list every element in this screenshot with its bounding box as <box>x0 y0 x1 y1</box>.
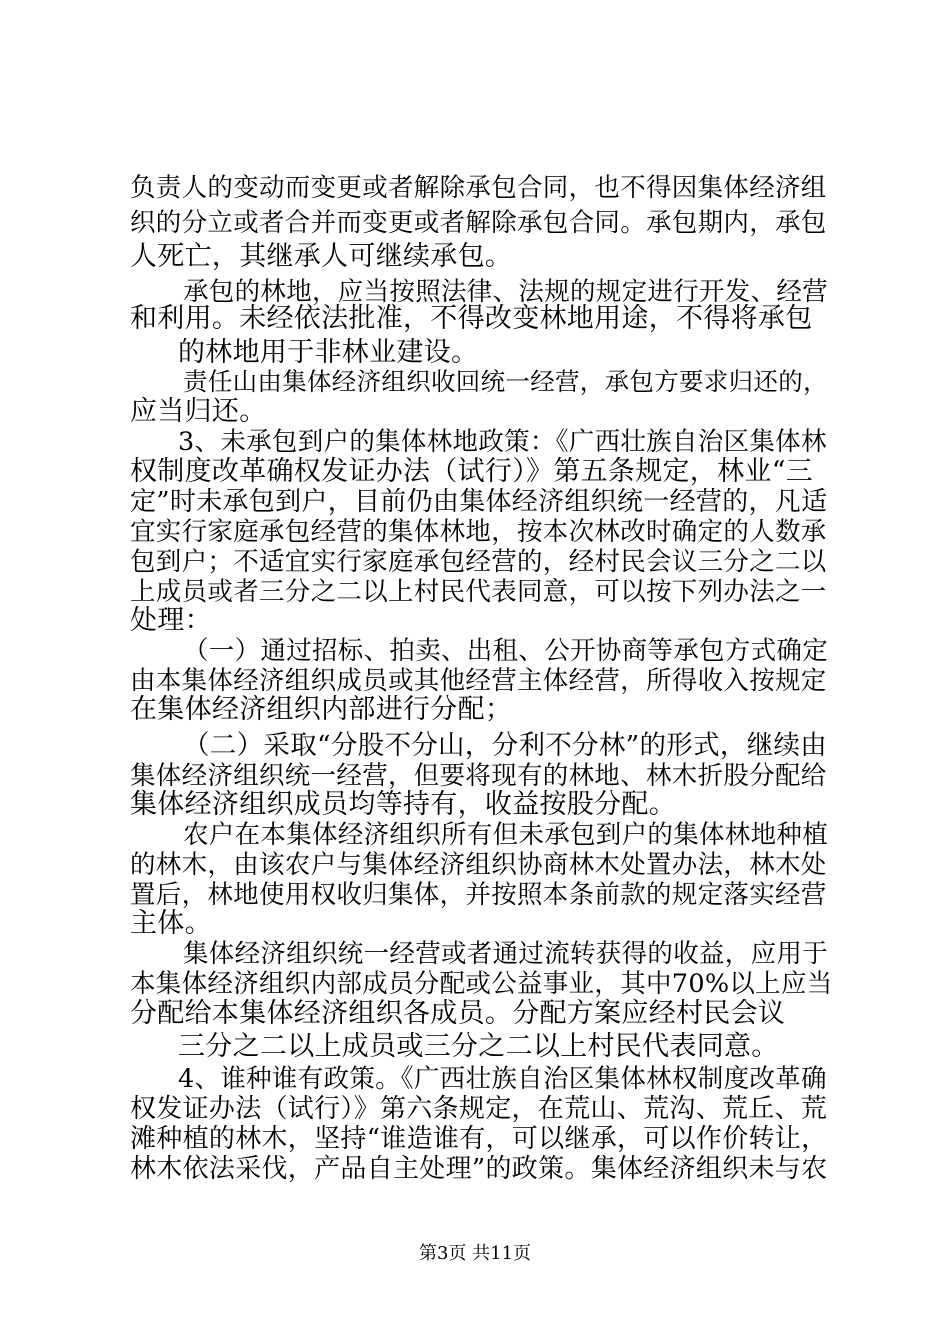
text-line: 置后，林地使用权收归集体，并按照本条前款的规定落实经营 <box>130 880 827 910</box>
text-line: 3、未承包到户的集体林地政策：《广西壮族自治区集体林 <box>178 427 827 457</box>
text-line: 农户在本集体经济组织所有但未承包到户的集体林地种植 <box>183 820 829 850</box>
text-line: 三分之二以上成员或三分之二以上村民代表同意。 <box>178 1031 779 1062</box>
text-line: 上成员或者三分之二以上村民代表同意，可以按下列办法之一 <box>130 577 827 607</box>
text-line: 在集体经济组织内部进行分配； <box>130 694 513 725</box>
text-line: 林木依法采伐，产品自主处理”的政策。集体经济组织未与农 <box>130 1154 828 1184</box>
text-line: 承包的林地，应当按照法律、法规的规定进行开发、经营 <box>183 277 829 307</box>
text-line: 集体经济组织统一经营，但要将现有的林地、林木折股分配给 <box>130 761 827 791</box>
text-line: 的林木，由该农户与集体经济组织协商林木处置办法，林木处 <box>130 850 827 880</box>
text-line: 责任山由集体经济组织收回统一经营，承包方要求归还的， <box>183 367 828 396</box>
text-line: 定”时未承包到户，目前仍由集体经济组织统一经营的，凡适 <box>130 487 828 517</box>
text-line: 负责人的变动而变更或者解除承包合同，也不得因集体经济组 <box>130 173 827 203</box>
text-line: 和利用。未经依法批准，不得改变林地用途，不得将承包 <box>130 303 813 334</box>
text-line: 主体。 <box>130 908 212 939</box>
text-line: （二）采取“分股不分山，分利不分林”的形式，继续由 <box>183 730 828 761</box>
text-line: 滩种植的林木，坚持“谁造谁有，可以继承，可以作价转让， <box>130 1124 828 1154</box>
text-line: 应当归还。 <box>130 396 267 427</box>
text-line: 分配给本集体经济组织各成员。分配方案应经村民会议 <box>130 998 786 1029</box>
text-line: 权发证办法（试行）》第六条规定，在荒山、荒沟、荒丘、荒 <box>130 1094 828 1124</box>
text-line: 本集体经济组织内部成员分配或公益事业，其中70%以上应当 <box>130 969 833 999</box>
text-line: 织的分立或者合并而变更或者解除承包合同。承包期内，承包 <box>130 208 827 238</box>
page-number-footer: 第3页 共11页 <box>418 1243 532 1264</box>
text-line: （一）通过招标、拍卖、出租、公开协商等承包方式确定 <box>183 636 829 666</box>
text-line: 包到户；不适宜实行家庭承包经营的，经村民会议三分之二以 <box>130 547 827 577</box>
text-line: 4、谁种谁有政策。《广西壮族自治区集体林权制度改革确 <box>178 1064 827 1094</box>
text-line: 宜实行家庭承包经营的集体林地，按本次林改时确定的人数承 <box>130 517 827 547</box>
text-line: 处理： <box>130 605 212 636</box>
text-line: 的林地用于非林业建设。 <box>178 337 479 368</box>
text-line: 由本集体经济组织成员或其他经营主体经营，所得收入按规定 <box>130 666 827 696</box>
text-line: 集体经济组织统一经营或者通过流转获得的收益，应用于 <box>183 939 829 969</box>
text-line: 权制度改革确权发证办法（试行）》第五条规定，林业“三 <box>130 456 814 487</box>
text-line: 人死亡，其继承人可继续承包。 <box>130 241 513 272</box>
text-line: 集体经济组织成员均等持有，收益按股分配。 <box>130 789 676 820</box>
